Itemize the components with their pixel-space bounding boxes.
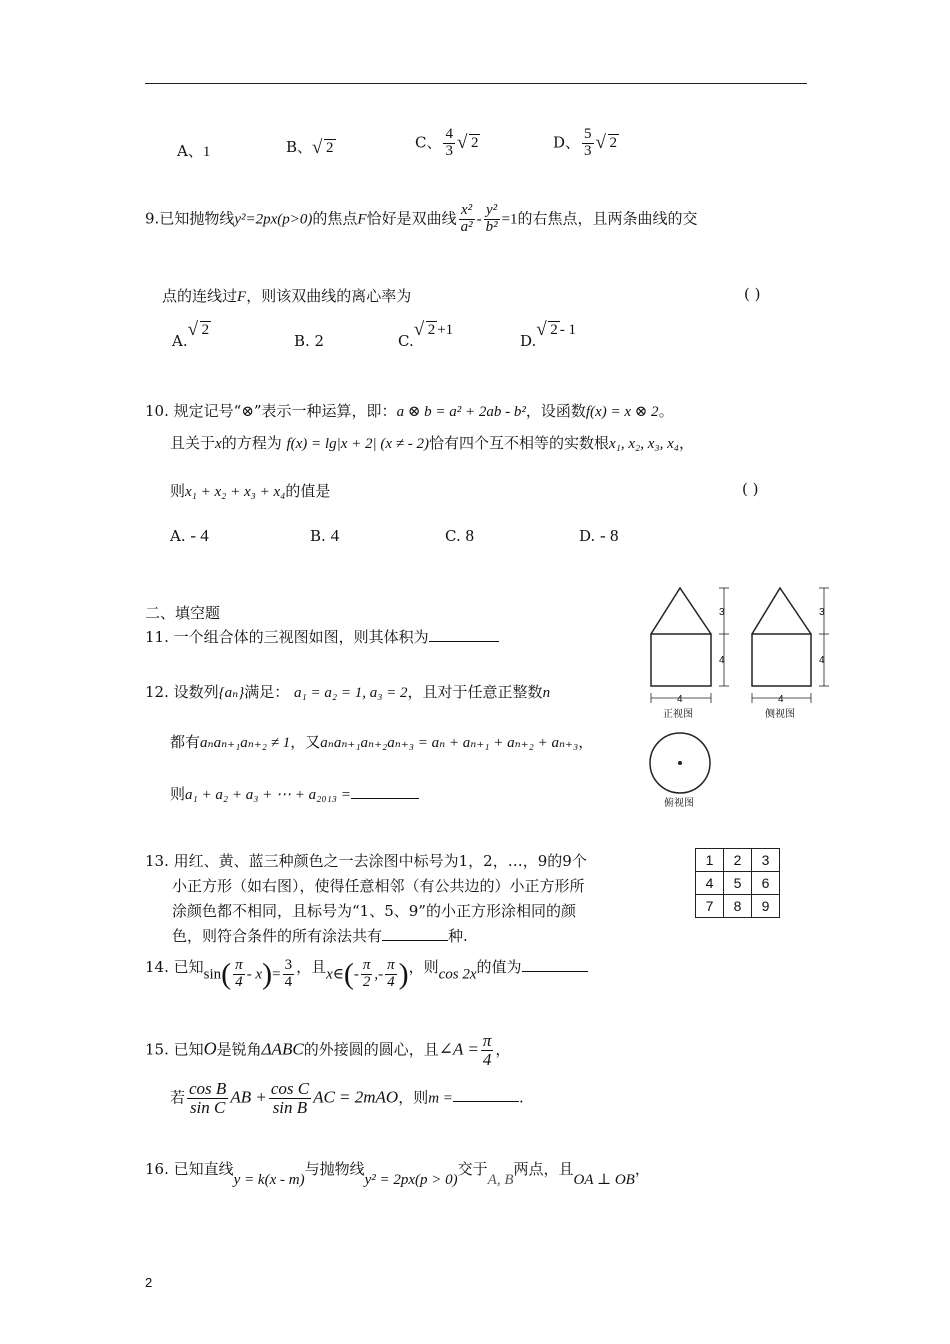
q10-option-c: C. 8 [445,526,474,545]
grid-cell: 4 [696,872,724,895]
sqrt-symbol: √ 2 [596,135,620,152]
sqrt-symbol: √ 2 [536,322,560,339]
front-dim-bottom: 4 [719,655,725,666]
grid-cell: 9 [752,895,780,918]
side-dim-top: 3 [819,607,825,618]
q8-option-d: D、 $\frac{5}{3}$ √ 2 [553,127,619,160]
front-view-label: 正视图 [663,709,693,720]
q8-option-c: C、 $\frac{4}{3}$ √ 2 [415,127,480,160]
grid-cell: 2 [724,849,752,872]
q12-stem: 12. 设数列{aₙ}满足： a₁ = a₂ = 1, a₃ = 2，且对于任意正整数n [145,683,551,701]
q8-option-b: B、√ 2 [286,136,336,157]
q12-stem-line3: 则a₁ + a₂ + a₃ + ⋯ + a₂₀₁₃ = [170,783,419,804]
grid-cell: 3 [752,849,780,872]
answer-blank [382,940,448,941]
side-dim-bottom: 4 [819,655,825,666]
page-number: 2 [145,1275,153,1290]
answer-blank [351,798,419,799]
sqrt-symbol: √ 2 [457,135,481,152]
q15-stem: 15. 已知O是锐角ΔABC的外接圆的圆心，且∠A = $\frac{\pi}{4}$ ， [145,1031,511,1069]
answer-blank [429,641,499,642]
q12-stem-line2: 都有aₙaₙ₊₁aₙ₊₂ ≠ 1，又aₙaₙ₊₁aₙ₊₂aₙ₊₃ = aₙ + aₙ₊₁ + aₙ₊₂ + aₙ₊₃， [170,733,594,751]
q15-stem-line2: 若 $\frac{\text{cos B}}{\text{sin C}}$ AB + $\frac{\text{cos C}}{\text{sin B}}$ AC = 2mAO，则m = . [170,1079,524,1117]
side-view-label: 侧视图 [765,709,795,720]
q13-line4: 色，则符合条件的所有涂法共有 种. [172,927,468,945]
grid-cell: 7 [696,895,724,918]
side-dim-width: 4 [778,694,784,705]
section-title: 二、填空题 [145,604,221,622]
q8-option-a: A、1 [177,142,211,160]
q9-answer-paren: ( ) [744,285,761,303]
q10-answer-paren: ( ) [742,480,759,498]
q10-stem: 10. 规定记号“⊗”表示一种运算，即：a ⊗ b = a² + 2ab - b²，设函数f(x) = x ⊗ 2。 [145,402,674,420]
q16-stem: 16. 已知直线y = k(x - m)与抛物线y² = 2px(p > 0)交于A, B两点，且OA ⊥ OB， [145,1160,650,1188]
q9-option-a: A.√ 2 [172,320,211,339]
q11-stem: 11. 一个组合体的三视图如图，则其体积为 [145,626,499,647]
sqrt-symbol: √ 2 [312,140,336,157]
grid-cell: 1 [696,849,724,872]
q10-option-b: B. 4 [310,526,340,545]
q13-line2: 小正方形（如右图），使得任意相邻（有公共边的）小正方形所 [172,877,585,895]
q10-option-a: A. - 4 [170,526,209,545]
q9-option-c: C.√ 2 +1 [398,320,453,339]
q13-line3: 涂颜色都不相同，且标号为“1、5、9”的小正方形涂相同的颜 [172,902,576,920]
side-view-body [752,634,811,686]
answer-blank [522,971,588,972]
three-views-figure [640,582,840,807]
q9-stem: 9.已知抛物线y²=2px(p>0)的焦点F恰好是双曲线 $\frac{\text{x²}}{\text{a²}}$ - $\frac{\text{y²}}{\text{b²}}$ =1的右焦点，且两条曲线的交 [145,202,698,235]
q9-stem-line2: 点的连线过F，则该双曲线的离心率为 [162,287,412,305]
q10-option-d: D. - 8 [579,526,619,545]
q13-line1: 13. 用红、黄、蓝三种颜色之一去涂图中标号为1，2，…，9的9个 [145,852,587,870]
front-view-body [651,634,711,686]
grid-cell: 5 [724,872,752,895]
answer-blank [453,1101,519,1102]
sqrt-symbol: √ 2 [188,322,212,339]
grid-cell: 8 [724,895,752,918]
q14-stem: 14. 已知sin( $\frac{\pi}{4}$ - x)= $\frac{3}{4}$ ，且x∈(- $\frac{\pi}{2}$ ,- $\frac{\pi}{4}$ )，则cos 2x的值为 [145,958,588,991]
number-grid [695,848,780,918]
front-dim-width: 4 [677,694,683,705]
top-view-label: 俯视图 [664,798,694,807]
front-dim-top: 3 [719,607,725,618]
grid-cell: 6 [752,872,780,895]
header-rule [145,83,807,84]
q10-stem-line3: 则x₁ + x₂ + x₃ + x₄的值是 [170,482,331,500]
q9-option-b: B. 2 [294,332,325,350]
q9-option-d: D.√ 2 - 1 [520,320,576,339]
front-view-roof [651,588,711,634]
sqrt-symbol: √ 2 [414,322,438,339]
q10-stem-line2: 且关于x的方程为 f(x) = lg|x + 2| (x ≠ - 2)恰有四个互不相等的实数根x₁, x₂, x₃, x₄， [170,434,695,452]
top-view-center [678,761,682,765]
side-view-roof [752,588,811,634]
